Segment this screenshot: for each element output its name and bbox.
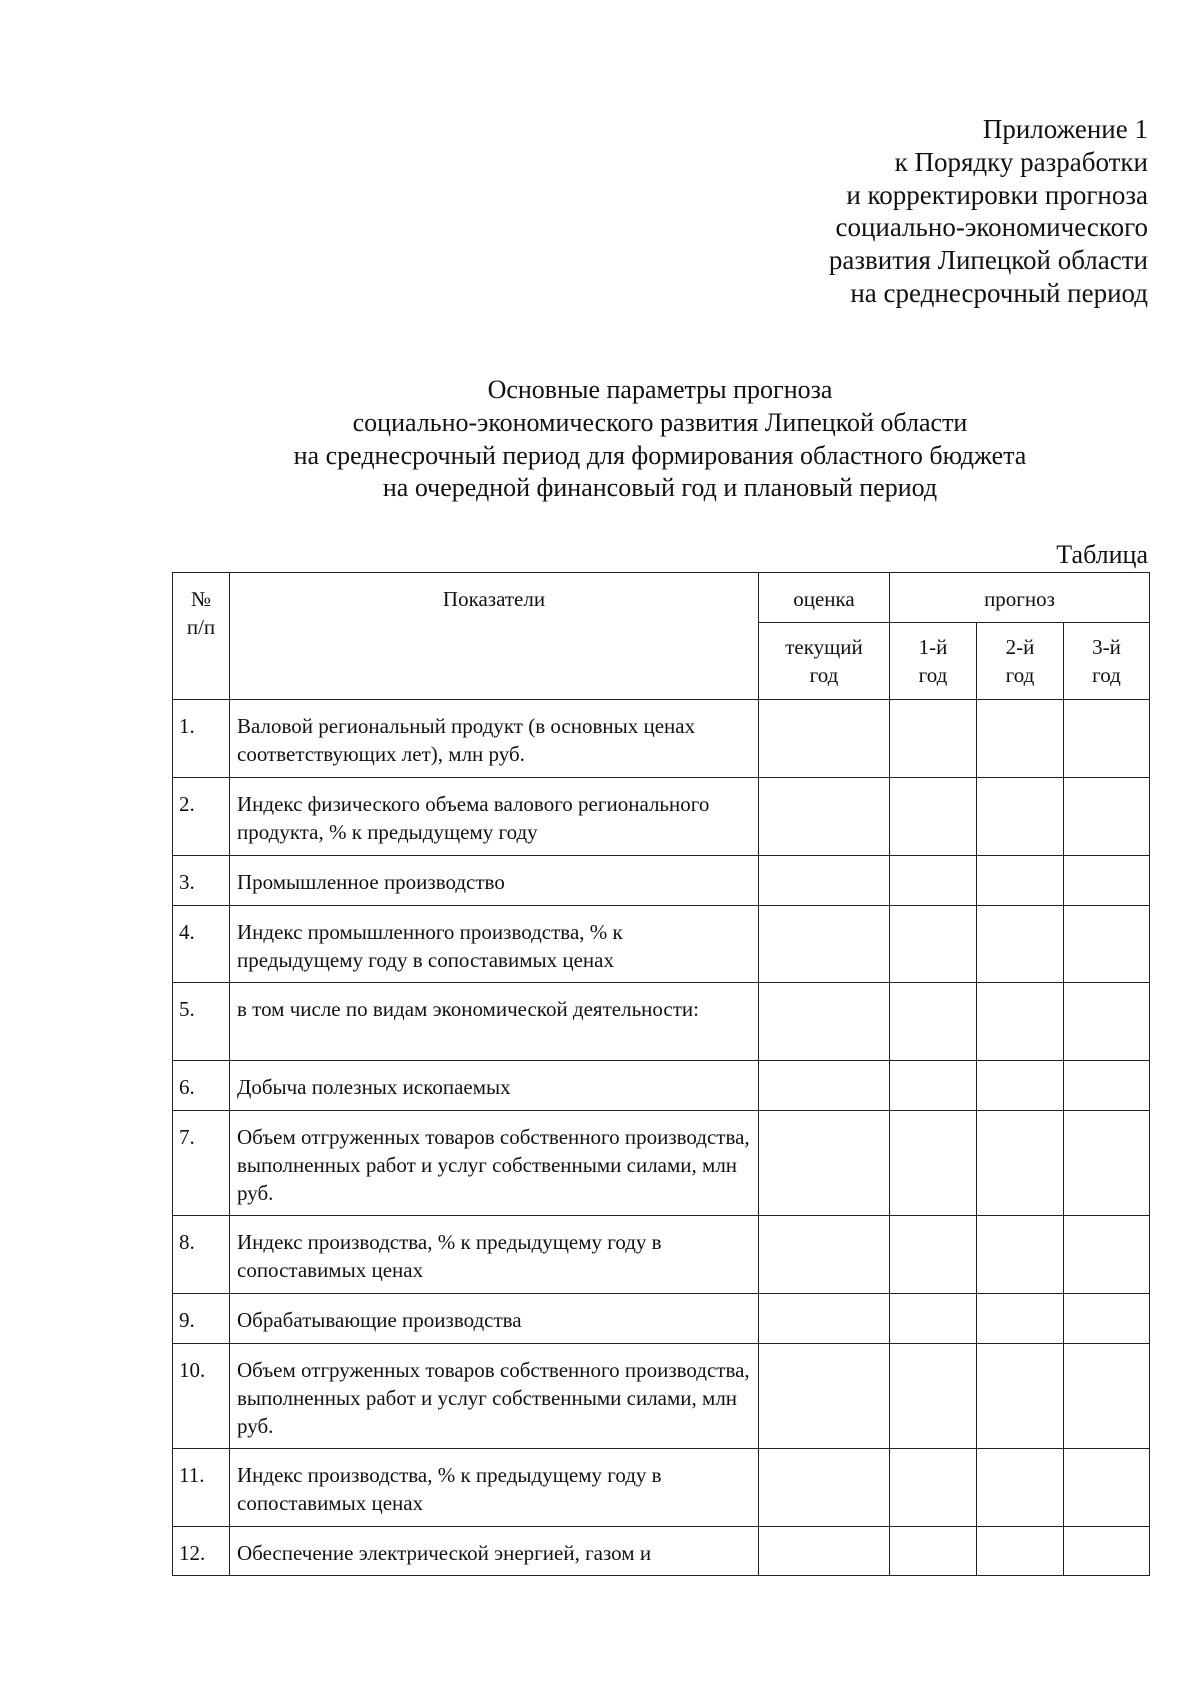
cell-year-2 xyxy=(977,906,1064,983)
table-row xyxy=(173,700,1150,778)
header-current-line: текущий xyxy=(785,635,863,659)
table-row xyxy=(173,1449,1150,1527)
cell-current-year xyxy=(759,1111,890,1216)
cell-current-year xyxy=(759,906,890,983)
cell-year-2 xyxy=(977,1449,1064,1527)
row-number: 7. xyxy=(173,1111,230,1216)
cell-year-1 xyxy=(890,1111,977,1216)
appendix-line: социально-экономического xyxy=(835,212,1148,243)
header-year-1 xyxy=(890,623,977,700)
header-year-2 xyxy=(977,623,1064,700)
appendix-line: развития Липецкой области xyxy=(828,245,1148,276)
cell-year-3 xyxy=(1064,1294,1150,1344)
cell-year-3 xyxy=(1064,700,1150,778)
header-year-2-line: год xyxy=(1005,663,1035,687)
cell-year-3 xyxy=(1064,778,1150,856)
title-line: Основные параметры прогноза xyxy=(487,375,833,404)
cell-year-1 xyxy=(890,1294,977,1344)
cell-current-year xyxy=(759,1344,890,1449)
cell-year-3 xyxy=(1064,1216,1150,1294)
header-year-3 xyxy=(1064,623,1150,700)
cell-current-year xyxy=(759,778,890,856)
cell-current-year xyxy=(759,1216,890,1294)
row-indicator: Объем отгруженных товаров собственного производства, выполненных работ и услуг собственными силами, млн руб. xyxy=(230,1111,759,1216)
row-indicator: Промышленное производство xyxy=(230,856,759,906)
cell-year-1 xyxy=(890,1344,977,1449)
table-row xyxy=(173,906,1150,983)
cell-year-1 xyxy=(890,906,977,983)
appendix-line: и корректировки прогноза xyxy=(846,179,1148,210)
cell-year-2 xyxy=(977,1111,1064,1216)
header-number xyxy=(173,573,230,700)
parameters-table xyxy=(172,572,1150,1576)
cell-year-1 xyxy=(890,856,977,906)
row-indicator: Индекс производства, % к предыдущему году в сопоставимых ценах xyxy=(230,1449,759,1527)
cell-year-2 xyxy=(977,700,1064,778)
header-current-year xyxy=(759,623,890,700)
row-indicator: Обрабатывающие производства xyxy=(230,1294,759,1344)
row-number: 12. xyxy=(173,1527,230,1576)
document-title xyxy=(0,374,1200,505)
row-indicator: Объем отгруженных товаров собственного производства, выполненных работ и услуг собственными силами, млн руб. xyxy=(230,1344,759,1449)
cell-year-2 xyxy=(977,856,1064,906)
row-number: 6. xyxy=(173,1061,230,1111)
row-number: 2. xyxy=(173,778,230,856)
table-row xyxy=(173,778,1150,856)
cell-year-3 xyxy=(1064,1111,1150,1216)
cell-year-3 xyxy=(1064,906,1150,983)
cell-year-3 xyxy=(1064,1344,1150,1449)
header-year-1-line: 1-й xyxy=(918,635,948,659)
cell-current-year xyxy=(759,1449,890,1527)
cell-current-year xyxy=(759,700,890,778)
row-number: 4. xyxy=(173,906,230,983)
cell-year-3 xyxy=(1064,1061,1150,1111)
cell-current-year xyxy=(759,1527,890,1576)
title-line: на очередной финансовый год и плановый период xyxy=(382,473,938,503)
row-indicator: Обеспечение электрической энергией, газом и xyxy=(230,1527,759,1576)
table-row xyxy=(173,1294,1150,1344)
cell-year-1 xyxy=(890,700,977,778)
cell-year-3 xyxy=(1064,856,1150,906)
header-current-line: год xyxy=(809,663,839,687)
cell-year-2 xyxy=(977,983,1064,1061)
row-indicator: Индекс физического объема валового регионального продукта, % к предыдущему году xyxy=(230,778,759,856)
table-row xyxy=(173,1111,1150,1216)
header-year-3-line: год xyxy=(1092,663,1121,687)
cell-current-year xyxy=(759,856,890,906)
table-row xyxy=(173,1216,1150,1294)
table-row xyxy=(173,1527,1150,1576)
row-number: 11. xyxy=(173,1449,230,1527)
cell-year-2 xyxy=(977,1294,1064,1344)
header-number-line: № xyxy=(190,587,212,611)
cell-year-2 xyxy=(977,1216,1064,1294)
header-year-2-line: 2-й xyxy=(1005,635,1035,659)
row-number: 8. xyxy=(173,1216,230,1294)
header-estimate: оценка xyxy=(759,573,890,623)
row-number: 9. xyxy=(173,1294,230,1344)
cell-year-3 xyxy=(1064,983,1150,1061)
cell-year-1 xyxy=(890,983,977,1061)
header-indicators: Показатели xyxy=(230,573,759,700)
title-line: на среднесрочный период для формирования областного бюджета xyxy=(293,440,1027,470)
cell-year-1 xyxy=(890,778,977,856)
row-number: 10. xyxy=(173,1344,230,1449)
header-year-1-line: год xyxy=(918,663,948,687)
table-row xyxy=(173,856,1150,906)
row-number: 1. xyxy=(173,700,230,778)
row-indicator: Индекс производства, % к предыдущему году в сопоставимых ценах xyxy=(230,1216,759,1294)
header-year-3-line: 3-й xyxy=(1092,635,1121,659)
row-indicator: Добыча полезных ископаемых xyxy=(230,1061,759,1111)
cell-year-2 xyxy=(977,778,1064,856)
cell-year-2 xyxy=(977,1344,1064,1449)
cell-current-year xyxy=(759,983,890,1061)
table-row xyxy=(173,983,1150,1061)
cell-year-3 xyxy=(1064,1449,1150,1527)
appendix-line: Приложение 1 xyxy=(982,114,1148,144)
row-number: 3. xyxy=(173,856,230,906)
cell-year-2 xyxy=(977,1527,1064,1576)
appendix-line: к Порядку разработки xyxy=(894,146,1148,177)
cell-year-1 xyxy=(890,1216,977,1294)
cell-year-3 xyxy=(1064,1527,1150,1576)
appendix-line: на среднесрочный период xyxy=(850,277,1148,308)
header-row xyxy=(173,573,1150,623)
table-row xyxy=(173,1061,1150,1111)
row-indicator: в том числе по видам экономической деятельности: xyxy=(230,983,759,1061)
table-caption: Таблица xyxy=(1056,540,1148,569)
cell-year-1 xyxy=(890,1061,977,1111)
cell-current-year xyxy=(759,1294,890,1344)
header-number-line: п/п xyxy=(186,615,216,639)
row-indicator: Валовой региональный продукт (в основных ценах соответствующих лет), млн руб. xyxy=(230,700,759,778)
header-forecast: прогноз xyxy=(890,573,1150,623)
row-number: 5. xyxy=(173,983,230,1061)
cell-year-1 xyxy=(890,1449,977,1527)
title-line: социально-экономического развития Липецкой области xyxy=(352,407,968,437)
row-indicator: Индекс промышленного производства, % к предыдущему году в сопоставимых ценах xyxy=(230,906,759,983)
table-row xyxy=(173,1344,1150,1449)
cell-year-1 xyxy=(890,1527,977,1576)
cell-current-year xyxy=(759,1061,890,1111)
cell-year-2 xyxy=(977,1061,1064,1111)
appendix-header xyxy=(829,113,1148,310)
